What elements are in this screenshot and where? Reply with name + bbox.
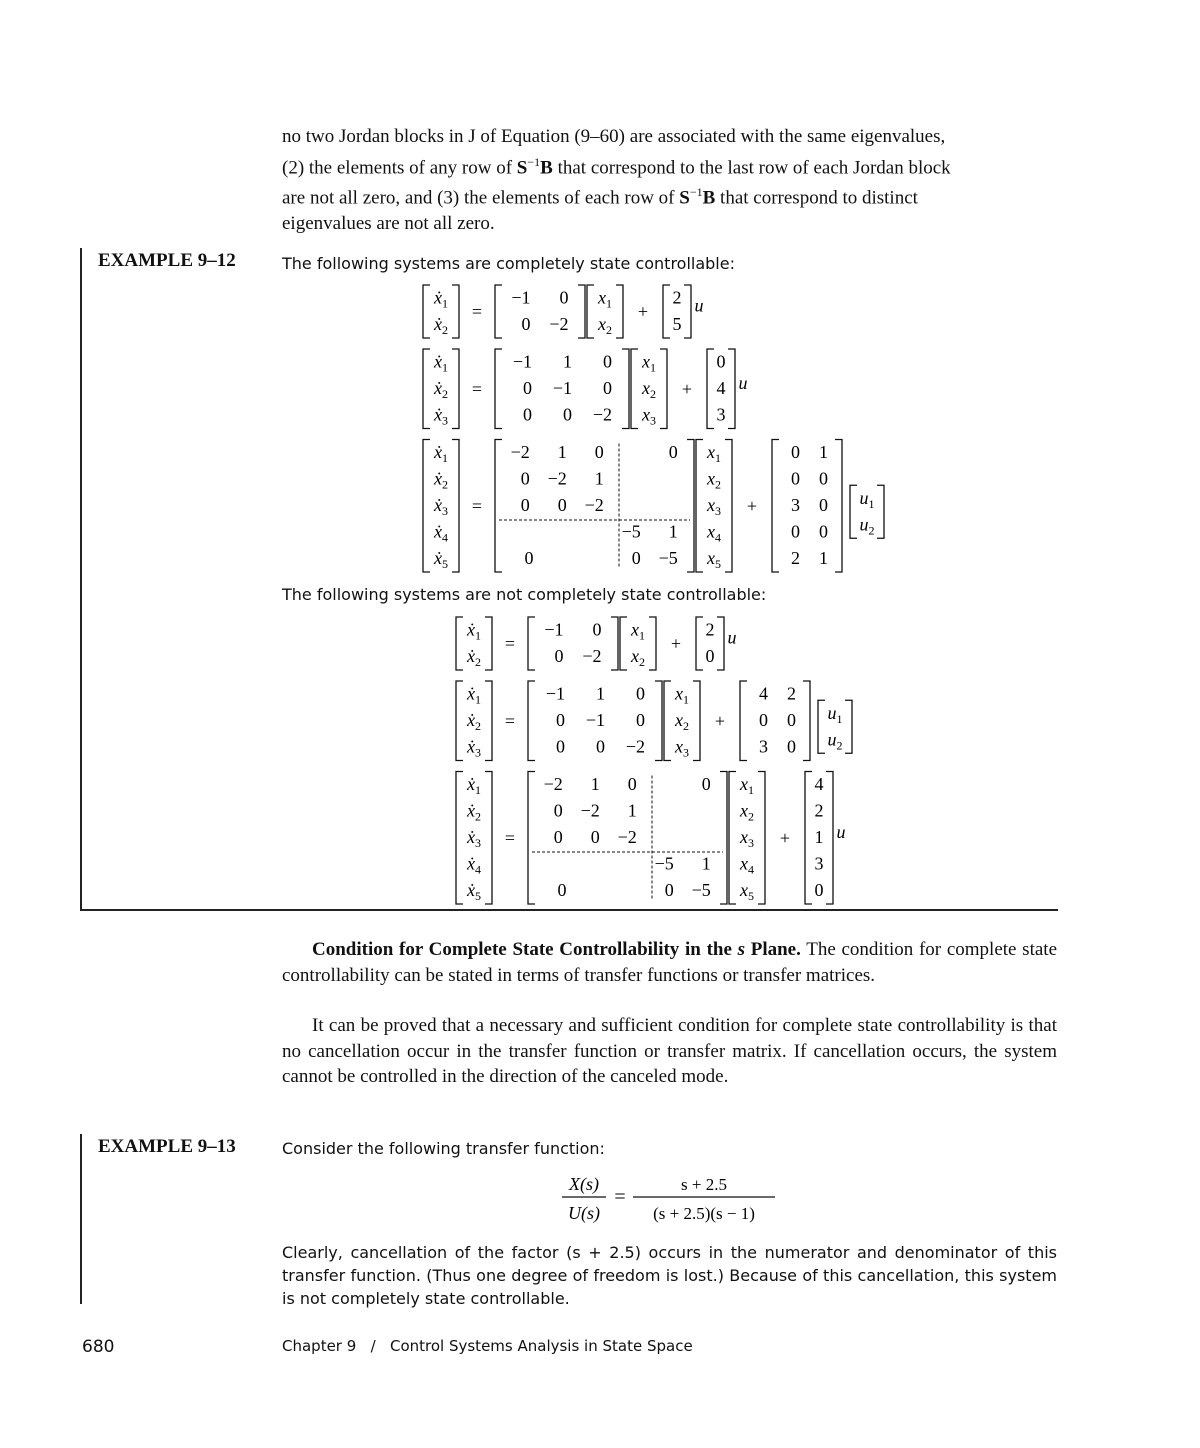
not-controllable-eq-2-A-cell: 0 bbox=[556, 736, 565, 757]
controllable-eq-3-xdot-right-bracket bbox=[452, 440, 459, 573]
not-controllable-eq-2-x-left-bracket bbox=[664, 681, 671, 761]
controllable-eq-1-A-cell: 0 bbox=[559, 287, 569, 308]
not-controllable-eq-3-A-left-bracket bbox=[528, 772, 535, 905]
controllable-eq-3-x-right-bracket bbox=[725, 440, 732, 573]
controllable-eq-2-xdot-left-bracket bbox=[423, 349, 430, 429]
controllable-eq-1-equals: = bbox=[471, 301, 483, 322]
not-controllable-eq-2-x-entry: $x_2$ bbox=[675, 710, 689, 734]
controllable-eq-3-A-cell: 0 bbox=[557, 495, 567, 516]
controllable-eq-3-B-cell: 1 bbox=[819, 548, 828, 569]
not-controllable-eq-1-A-cell: 0 bbox=[554, 646, 564, 667]
controllable-eq-2-A-cell: 0 bbox=[523, 404, 532, 425]
not-controllable-eq-3-A-cell: 0 bbox=[553, 827, 563, 848]
not-controllable-eq-2-xdot-entry: ẋ$_2$ bbox=[467, 710, 481, 734]
not-controllable-eq-3-B-left-bracket bbox=[805, 772, 812, 905]
not-controllable-eq-3-A-cell: −5 bbox=[654, 853, 674, 874]
controllable-eq-1-B-right-bracket bbox=[684, 285, 691, 338]
page-number: 680 bbox=[82, 1337, 115, 1357]
not-controllable-eq-3-plus: + bbox=[779, 827, 791, 848]
not-controllable-eq-2-u-entry: $u_1$ bbox=[827, 702, 843, 726]
not-controllable-eq-2-u-entry: $u_2$ bbox=[827, 729, 843, 753]
not-controllable-eq-3-A-cell: 0 bbox=[701, 774, 711, 795]
controllable-eq-2-A-left-bracket bbox=[495, 349, 502, 429]
example-intro: The following systems are completely state controllable: bbox=[282, 254, 735, 273]
example-13-intro: Consider the following transfer function: bbox=[282, 1139, 605, 1158]
transfer-function bbox=[540, 1168, 800, 1228]
not-controllable-eq-1-x-entry: $x_1$ bbox=[631, 619, 645, 643]
controllable-eq-1-B-entry: 5 bbox=[672, 314, 682, 335]
not-controllable-eq-1-A-cell: −2 bbox=[582, 646, 602, 667]
not-controllable-eq-1-xdot-right-bracket bbox=[485, 617, 492, 670]
controllable-eq-1-x-left-bracket bbox=[587, 285, 594, 338]
not-controllable-eq-3-A-cell: 1 bbox=[701, 853, 711, 874]
controllable-eq-2-A-cell: 1 bbox=[563, 351, 572, 372]
controllable-eq-2-A-cell: −2 bbox=[592, 404, 612, 425]
intro-line: no two Jordan blocks in J of Equation (9–60) are associated with the same eigenvalues, bbox=[282, 126, 946, 147]
controllable-eq-3-A-left-bracket bbox=[495, 440, 502, 573]
controllable-eq-2-A-right-bracket bbox=[622, 349, 629, 429]
not-controllable-equations bbox=[0, 612, 1200, 912]
controllable-eq-3-A-cell: 0 bbox=[520, 495, 530, 516]
controllable-eq-2-A-cell: −1 bbox=[552, 378, 572, 399]
not-controllable-eq-3-u: u bbox=[836, 821, 846, 842]
not-controllable-eq-2-x-entry: $x_1$ bbox=[675, 683, 689, 707]
not-controllable-eq-1-A-left-bracket bbox=[528, 617, 535, 670]
controllable-eq-1-u: u bbox=[694, 295, 704, 316]
controllable-eq-2-xdot-entry: ẋ$_3$ bbox=[434, 404, 448, 428]
controllable-eq-2-B-left-bracket bbox=[707, 349, 714, 429]
controllable-eq-3-x-entry: $x_3$ bbox=[707, 495, 721, 519]
rhs-numerator: s + 2.5 bbox=[681, 1175, 727, 1194]
not-controllable-eq-3-xdot-entry: ẋ$_2$ bbox=[467, 800, 481, 824]
not-controllable-eq-3-A-cell: 0 bbox=[553, 800, 563, 821]
controllable-eq-3-A-cell: −2 bbox=[510, 442, 530, 463]
not-controllable-eq-3-A-cell: 0 bbox=[590, 827, 600, 848]
controllable-eq-3-u-entry: $u_1$ bbox=[859, 487, 875, 511]
controllable-eq-3-B-left-bracket bbox=[772, 440, 779, 573]
not-controllable-eq-3-B-entry: 0 bbox=[814, 880, 824, 901]
not-controllable-eq-3-B-entry: 3 bbox=[814, 853, 824, 874]
not-controllable-eq-3-A-cell: −2 bbox=[543, 774, 563, 795]
controllable-eq-3-A-cell: 0 bbox=[668, 442, 678, 463]
controllable-eq-3-xdot-entry: ẋ$_1$ bbox=[434, 442, 448, 466]
not-controllable-eq-3-equals: = bbox=[504, 827, 516, 848]
controllable-eq-3-A-cell: −5 bbox=[658, 548, 678, 569]
example-label: EXAMPLE 9–12 bbox=[98, 250, 236, 271]
controllable-eq-3-B-right-bracket bbox=[835, 440, 842, 573]
not-controllable-eq-3-B-entry: 2 bbox=[814, 800, 824, 821]
example-intro-not: The following systems are not completely state controllable: bbox=[282, 585, 767, 604]
not-controllable-eq-2-x-right-bracket bbox=[693, 681, 700, 761]
not-controllable-eq-3-B-right-bracket bbox=[826, 772, 833, 905]
controllable-eq-3-A-cell: −5 bbox=[621, 521, 641, 542]
not-controllable-eq-1-u: u bbox=[727, 627, 737, 648]
controllable-eq-3-B-cell: 0 bbox=[791, 521, 800, 542]
section-heading: Condition for Complete State Controllability in the s Plane. bbox=[312, 939, 801, 960]
not-controllable-eq-1-xdot-left-bracket bbox=[456, 617, 463, 670]
controllable-eq-2-equals: = bbox=[471, 378, 483, 399]
example-side-rule-13 bbox=[80, 1134, 82, 1304]
controllable-eq-3-A-cell: 0 bbox=[631, 548, 641, 569]
controllable-eq-2-xdot-right-bracket bbox=[452, 349, 459, 429]
controllable-eq-3-A-cell: 1 bbox=[557, 442, 567, 463]
controllable-eq-1-xdot-right-bracket bbox=[452, 285, 459, 338]
controllable-eq-2-B-entry: 3 bbox=[716, 404, 726, 425]
intro-paragraph bbox=[282, 124, 1057, 237]
controllable-eq-3-A-cell: 0 bbox=[594, 442, 604, 463]
not-controllable-eq-1-equals: = bbox=[504, 633, 516, 654]
intro-line: (2) the elements of any row of $S^{-1}B$ that correspond to the last row of each Jordan block bbox=[282, 154, 951, 178]
controllable-eq-1-xdot-left-bracket bbox=[423, 285, 430, 338]
not-controllable-eq-1-B-right-bracket bbox=[717, 617, 724, 670]
not-controllable-eq-2-xdot-entry: ẋ$_1$ bbox=[467, 683, 481, 707]
not-controllable-eq-3-A-right-bracket bbox=[720, 772, 727, 905]
not-controllable-eq-1-xdot-entry: ẋ$_1$ bbox=[467, 619, 481, 643]
controllable-eq-2-x-left-bracket bbox=[631, 349, 638, 429]
not-controllable-eq-2-x-entry: $x_3$ bbox=[675, 736, 689, 760]
controllable-eq-2-A-cell: −1 bbox=[512, 351, 532, 372]
not-controllable-eq-2-A-cell: 1 bbox=[596, 683, 605, 704]
not-controllable-eq-2-A-cell: −1 bbox=[585, 710, 605, 731]
controllable-eq-1-x-right-bracket bbox=[616, 285, 623, 338]
controllable-eq-3-xdot-left-bracket bbox=[423, 440, 430, 573]
controllable-eq-2-xdot-entry: ẋ$_2$ bbox=[434, 378, 448, 402]
rhs-denominator: (s + 2.5)(s − 1) bbox=[653, 1204, 755, 1223]
lhs-numerator: X(s) bbox=[569, 1174, 599, 1194]
controllable-eq-1-x-entry: $x_2$ bbox=[598, 314, 612, 338]
controllable-eq-3-A-cell: 1 bbox=[594, 468, 604, 489]
controllable-eq-3-A-cell: −2 bbox=[584, 495, 604, 516]
controllable-eq-2-plus: + bbox=[681, 378, 693, 399]
controllable-eq-1-xdot-entry: ẋ$_2$ bbox=[434, 314, 448, 338]
not-controllable-eq-2-A-cell: 0 bbox=[556, 710, 565, 731]
controllable-eq-1-A-cell: −2 bbox=[549, 314, 569, 335]
not-controllable-eq-3-xdot-left-bracket bbox=[456, 772, 463, 905]
controllable-eq-3-B-cell: 0 bbox=[819, 495, 828, 516]
not-controllable-eq-2-B-cell: 0 bbox=[787, 736, 796, 757]
controllable-eq-2-A-cell: 0 bbox=[603, 351, 612, 372]
controllable-eq-3-x-entry: $x_1$ bbox=[707, 442, 721, 466]
not-controllable-eq-1-x-left-bracket bbox=[620, 617, 627, 670]
equals-sign: = bbox=[614, 1186, 626, 1208]
not-controllable-eq-3-A-cell: 0 bbox=[557, 880, 567, 901]
controllable-eq-1-B-left-bracket bbox=[663, 285, 670, 338]
controllable-eq-3-A-cell: 1 bbox=[668, 521, 678, 542]
not-controllable-eq-2-equals: = bbox=[504, 710, 516, 731]
example-label-13: EXAMPLE 9–13 bbox=[98, 1136, 236, 1157]
controllable-eq-2-x-entry: $x_1$ bbox=[642, 351, 656, 375]
not-controllable-eq-1-x-entry: $x_2$ bbox=[631, 646, 645, 670]
intro-line: eigenvalues are not all zero. bbox=[282, 213, 495, 235]
controllable-eq-2-A-cell: 0 bbox=[523, 378, 532, 399]
not-controllable-eq-2-A-cell: 0 bbox=[596, 736, 605, 757]
not-controllable-eq-3-xdot-right-bracket bbox=[485, 772, 492, 905]
not-controllable-eq-2-xdot-right-bracket bbox=[485, 681, 492, 761]
controllable-eq-3-equals: = bbox=[471, 495, 483, 516]
controllable-eq-3-A-cell: 0 bbox=[524, 548, 534, 569]
not-controllable-eq-3-A-cell: −2 bbox=[580, 800, 600, 821]
not-controllable-eq-2-xdot-entry: ẋ$_3$ bbox=[467, 736, 481, 760]
controllable-eq-3-B-cell: 3 bbox=[791, 495, 800, 516]
controllable-eq-2-A-cell: 0 bbox=[603, 378, 612, 399]
not-controllable-eq-3-xdot-entry: ẋ$_4$ bbox=[467, 853, 481, 877]
not-controllable-eq-3-x-entry: $x_4$ bbox=[740, 853, 754, 877]
running-footer: Chapter 9 / Control Systems Analysis in State Space bbox=[282, 1337, 693, 1355]
controllable-eq-3-xdot-entry: ẋ$_4$ bbox=[434, 521, 448, 545]
not-controllable-eq-3-xdot-entry: ẋ$_3$ bbox=[467, 827, 481, 851]
not-controllable-eq-3-A-cell: 1 bbox=[627, 800, 637, 821]
controllable-eq-3-xdot-entry: ẋ$_2$ bbox=[434, 468, 448, 492]
not-controllable-eq-1-A-cell: 0 bbox=[592, 619, 602, 640]
controllable-eq-2-A-cell: 0 bbox=[563, 404, 572, 425]
controllable-eq-3-xdot-entry: ẋ$_5$ bbox=[434, 548, 448, 572]
not-controllable-eq-1-B-entry: 2 bbox=[705, 619, 715, 640]
controllable-eq-2-x-right-bracket bbox=[660, 349, 667, 429]
controllable-eq-1-A-right-bracket bbox=[578, 285, 585, 338]
not-controllable-eq-2-plus: + bbox=[714, 710, 726, 731]
controllable-eq-2-x-entry: $x_2$ bbox=[642, 378, 656, 402]
not-controllable-eq-2-xdot-left-bracket bbox=[456, 681, 463, 761]
controllable-eq-2-xdot-entry: ẋ$_1$ bbox=[434, 351, 448, 375]
controllable-eq-3-x-entry: $x_5$ bbox=[707, 548, 721, 572]
controllable-eq-3-A-cell: 0 bbox=[520, 468, 530, 489]
not-controllable-eq-1-xdot-entry: ẋ$_2$ bbox=[467, 646, 481, 670]
example-bottom-rule bbox=[80, 909, 1058, 911]
not-controllable-eq-3-xdot-entry: ẋ$_5$ bbox=[467, 880, 481, 904]
section-paragraph-1: Condition for Complete State Controllability in the s Plane. The condition for complete state controllability can be stated in terms of transfer functions or transfer matrices. bbox=[282, 939, 1057, 986]
controllable-eq-1-A-cell: 0 bbox=[521, 314, 531, 335]
controllable-eq-1-A-left-bracket bbox=[495, 285, 502, 338]
not-controllable-eq-3-A-cell: −2 bbox=[617, 827, 637, 848]
not-controllable-eq-2-A-cell: 0 bbox=[636, 683, 645, 704]
controllable-eq-3-A-right-bracket bbox=[687, 440, 694, 573]
not-controllable-eq-2-B-cell: 0 bbox=[759, 710, 768, 731]
not-controllable-eq-1-x-right-bracket bbox=[649, 617, 656, 670]
not-controllable-eq-3-A-cell: 1 bbox=[590, 774, 600, 795]
controllable-eq-3-x-left-bracket bbox=[696, 440, 703, 573]
not-controllable-eq-3-x-entry: $x_5$ bbox=[740, 880, 754, 904]
not-controllable-eq-1-plus: + bbox=[670, 633, 682, 654]
not-controllable-eq-2-B-cell: 2 bbox=[787, 683, 796, 704]
not-controllable-eq-3-x-entry: $x_3$ bbox=[740, 827, 754, 851]
controllable-eq-3-u-left-bracket bbox=[850, 485, 857, 538]
controllable-eq-1-plus: + bbox=[637, 301, 649, 322]
controllable-eq-3-u-right-bracket bbox=[877, 485, 884, 538]
controllable-eq-1-B-entry: 2 bbox=[672, 287, 682, 308]
example-13-closing: Clearly, cancellation of the factor (s + 2.5) occurs in the numerator and denominator of this transfer function. (Thus one degree of freedom is lost.) Because of this cancellation, this system is not completely state controllable. bbox=[282, 1243, 1057, 1308]
not-controllable-eq-3-x-left-bracket bbox=[729, 772, 736, 905]
controllable-eq-2-u: u bbox=[738, 372, 748, 393]
not-controllable-eq-3-x-entry: $x_1$ bbox=[740, 774, 754, 798]
not-controllable-eq-3-x-right-bracket bbox=[758, 772, 765, 905]
not-controllable-eq-2-A-cell: −1 bbox=[545, 683, 565, 704]
not-controllable-eq-1-B-left-bracket bbox=[696, 617, 703, 670]
controllable-eq-3-x-entry: $x_2$ bbox=[707, 468, 721, 492]
controllable-eq-3-B-cell: 1 bbox=[819, 442, 828, 463]
not-controllable-eq-3-B-entry: 1 bbox=[814, 827, 824, 848]
not-controllable-eq-2-B-cell: 3 bbox=[759, 736, 768, 757]
controllable-eq-2-B-entry: 0 bbox=[716, 351, 726, 372]
not-controllable-eq-2-B-left-bracket bbox=[740, 681, 747, 761]
controllable-equations bbox=[0, 280, 1200, 580]
not-controllable-eq-3-B-entry: 4 bbox=[814, 774, 824, 795]
controllable-eq-3-A-cell: −2 bbox=[547, 468, 567, 489]
controllable-eq-3-u-entry: $u_2$ bbox=[859, 514, 875, 538]
controllable-eq-2-B-right-bracket bbox=[728, 349, 735, 429]
controllable-eq-1-xdot-entry: ẋ$_1$ bbox=[434, 287, 448, 311]
not-controllable-eq-2-A-cell: 0 bbox=[636, 710, 645, 731]
intro-line: are not all zero, and (3) the elements of each row of $S^{-1}B$ that correspond to distinct bbox=[282, 185, 918, 209]
controllable-eq-3-B-cell: 2 bbox=[791, 548, 800, 569]
not-controllable-eq-1-A-cell: −1 bbox=[544, 619, 564, 640]
not-controllable-eq-2-B-cell: 0 bbox=[787, 710, 796, 731]
not-controllable-eq-2-A-cell: −2 bbox=[625, 736, 645, 757]
not-controllable-eq-2-B-right-bracket bbox=[803, 681, 810, 761]
not-controllable-eq-3-xdot-entry: ẋ$_1$ bbox=[467, 774, 481, 798]
not-controllable-eq-3-A-cell: −5 bbox=[691, 880, 711, 901]
controllable-eq-2-B-entry: 4 bbox=[716, 378, 726, 399]
not-controllable-eq-2-A-left-bracket bbox=[528, 681, 535, 761]
not-controllable-eq-3-A-cell: 0 bbox=[664, 880, 674, 901]
controllable-eq-2-x-entry: $x_3$ bbox=[642, 404, 656, 428]
controllable-eq-3-xdot-entry: ẋ$_3$ bbox=[434, 495, 448, 519]
controllable-eq-3-B-cell: 0 bbox=[791, 468, 800, 489]
section-paragraph-2: It can be proved that a necessary and sufficient condition for complete state controllability is that no cancellation occur in the transfer function or transfer matrix. If cancellation occurs, the system cannot be controlled in the direction of the canceled mode. bbox=[282, 1015, 1057, 1087]
not-controllable-eq-2-u-right-bracket bbox=[845, 700, 852, 753]
not-controllable-eq-1-A-right-bracket bbox=[611, 617, 618, 670]
not-controllable-eq-2-B-cell: 4 bbox=[759, 683, 768, 704]
controllable-eq-3-x-entry: $x_4$ bbox=[707, 521, 721, 545]
controllable-eq-1-A-cell: −1 bbox=[511, 287, 531, 308]
not-controllable-eq-2-u-left-bracket bbox=[818, 700, 825, 753]
lhs-denominator: U(s) bbox=[568, 1203, 600, 1223]
controllable-eq-3-plus: + bbox=[746, 495, 758, 516]
not-controllable-eq-3-x-entry: $x_2$ bbox=[740, 800, 754, 824]
not-controllable-eq-2-A-right-bracket bbox=[655, 681, 662, 761]
not-controllable-eq-1-B-entry: 0 bbox=[705, 646, 715, 667]
not-controllable-eq-3-A-cell: 0 bbox=[627, 774, 637, 795]
controllable-eq-3-B-cell: 0 bbox=[819, 521, 828, 542]
controllable-eq-3-B-cell: 0 bbox=[791, 442, 800, 463]
controllable-eq-1-x-entry: $x_1$ bbox=[598, 287, 612, 311]
controllable-eq-3-B-cell: 0 bbox=[819, 468, 828, 489]
